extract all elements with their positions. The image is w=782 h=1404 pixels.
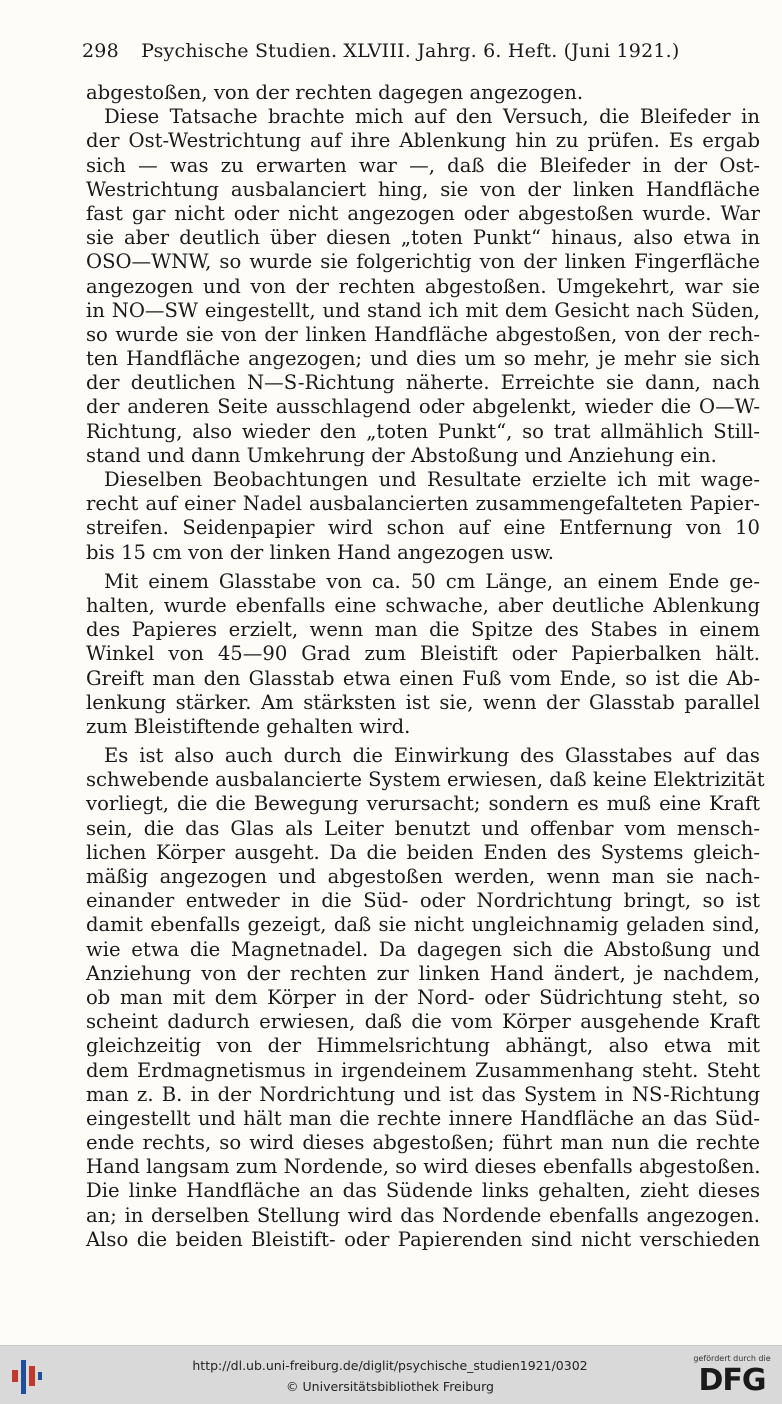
text-line: schwebende ausbalancierte System erwiesen, daß keine Elektrizität bbox=[86, 768, 765, 792]
text-line: sich — was zu erwarten war —, daß die Bleifeder in der Ost- bbox=[86, 153, 760, 177]
text-line: OSO—WNW, so wurde sie folgerichtig von der linken Fingerfläche bbox=[86, 250, 760, 274]
text-line: lichen Körper ausgeht. Da die beiden Enden des Systems gleich- bbox=[86, 840, 760, 864]
text-line: bis 15 cm von der linken Hand angezogen usw. bbox=[86, 540, 555, 564]
body-text bbox=[86, 81, 765, 1252]
text-line: halten, wurde ebenfalls eine schwache, aber deutliche Ablenkung bbox=[86, 593, 760, 617]
text-line: stand und dann Umkehrung der Abstoßung und Anziehung ein. bbox=[86, 443, 717, 467]
running-title: Psychische Studien. XLVIII. Jahrg. 6. Heft. (Juni 1921.) bbox=[141, 40, 680, 62]
text-line: der anderen Seite ausschlagend oder abgelenkt, wieder die O—W- bbox=[86, 395, 760, 419]
dfg-logo: DFG bbox=[698, 1363, 766, 1398]
text-line: eingestellt und hält man die rechte innere Handfläche an das Süd- bbox=[86, 1106, 760, 1130]
text-line: sie aber deutlich über diesen „toten Punkt“ hinaus, also etwa in bbox=[86, 226, 760, 250]
text-line: Anziehung von der rechten zur linken Hand ändert, je nachdem, bbox=[86, 961, 760, 985]
text-line: Hand langsam zum Nordende, so wird dieses ebenfalls abgestoßen. bbox=[86, 1155, 761, 1179]
text-line: ten Handfläche angezogen; und dies um so mehr, je mehr sie sich bbox=[86, 347, 760, 371]
text-line: zum Bleistiftende gehalten wird. bbox=[86, 714, 411, 738]
text-line: Dieselben Beobachtungen und Resultate erzielte ich mit wage- bbox=[104, 468, 760, 491]
text-line: Also die beiden Bleistift- oder Papierenden sind nicht verschieden bbox=[86, 1227, 760, 1251]
text-line: mäßig angezogen und abgestoßen werden, wenn man sie nach- bbox=[86, 865, 760, 888]
text-line: an; in derselben Stellung wird das Nordende ebenfalls angezogen. bbox=[86, 1203, 760, 1227]
text-line: recht auf einer Nadel ausbalancierten zusammengefalteten Papier- bbox=[86, 492, 760, 516]
text-line: damit ebenfalls gezeigt, daß sie nicht ungleichnamig geladen sind, bbox=[86, 913, 760, 937]
text-line: der Ost-Westrichtung auf ihre Ablenkung hin zu prüfen. Es ergab bbox=[86, 129, 760, 153]
text-line: des Papieres erzielt, wenn man die Spitze des Stabes in einem bbox=[86, 618, 760, 642]
text-line: ob man mit dem Körper in der Nord- oder Südrichtung steht, so bbox=[86, 985, 760, 1009]
text-line: wie etwa die Magnetnadel. Da dagegen sich die Abstoßung und bbox=[86, 937, 760, 961]
footer-bar bbox=[0, 1345, 782, 1404]
text-line: abgestoßen, von der rechten dagegen angezogen. bbox=[86, 81, 584, 104]
text-line: gleichzeitig von der Himmelsrichtung abhängt, also etwa mit bbox=[86, 1034, 760, 1058]
permalink-url[interactable]: http://dl.ub.uni-freiburg.de/diglit/psychische_studien1921/0302 bbox=[192, 1358, 588, 1373]
text-line: Die linke Handfläche an das Südende links gehalten, zieht dieses bbox=[86, 1179, 760, 1203]
text-line: Diese Tatsache brachte mich auf den Versuch, die Bleifeder in bbox=[104, 105, 760, 129]
text-line: ende rechts, so wird dieses abgestoßen; führt man nun die rechte bbox=[86, 1131, 760, 1155]
text-line: in NO—SW eingestellt, und stand ich mit dem Gesicht nach Süden, bbox=[86, 298, 760, 322]
text-line: Winkel von 45—90 Grad zum Bleistift oder Papierbalken hält. bbox=[86, 642, 760, 666]
text-line: scheint dadurch erwiesen, daß die vom Körper ausgehende Kraft bbox=[86, 1010, 760, 1034]
text-line: Greift man den Glasstab etwa einen Fuß vom Ende, so ist die Ab- bbox=[86, 666, 760, 690]
text-line: lenkung stärker. Am stärksten ist sie, wenn der Glasstab parallel bbox=[86, 690, 760, 714]
copyright-notice: © Universitätsbibliothek Freiburg bbox=[286, 1379, 494, 1394]
text-line: Westrichtung ausbalanciert hing, sie von der linken Handfläche bbox=[86, 177, 760, 201]
text-line: so wurde sie von der linken Handfläche abgestoßen, von der rech- bbox=[86, 322, 760, 346]
text-line: einander entweder in die Süd- oder Nordrichtung bringt, so ist bbox=[86, 889, 760, 913]
text-line: vorliegt, die die Bewegung verursacht; sondern es muß eine Kraft bbox=[86, 792, 760, 816]
text-line: fast gar nicht oder nicht angezogen oder abgestoßen wurde. War bbox=[86, 201, 760, 225]
text-line: angezogen und von der rechten abgestoßen. Umgekehrt, war sie bbox=[86, 274, 760, 298]
text-line: man z. B. in der Nordrichtung und ist das System in NS-Richtung bbox=[86, 1082, 760, 1106]
text-line: Es ist also auch durch die Einwirkung des Glasstabes auf das bbox=[104, 744, 760, 768]
running-header bbox=[82, 40, 722, 62]
text-line: der deutlichen N—S-Richtung näherte. Erreichte sie dann, nach bbox=[86, 371, 760, 395]
text-line: dem Erdmagnetismus in irgendeinem Zusammenhang steht. Steht bbox=[86, 1058, 760, 1082]
funding-label: gefördert durch die bbox=[693, 1354, 771, 1363]
text-line: streifen. Seidenpapier wird schon auf eine Entfernung von 10 bbox=[86, 516, 760, 540]
text-line: Mit einem Glasstabe von ca. 50 cm Länge, an einem Ende ge- bbox=[104, 569, 760, 593]
page-number: 298 bbox=[82, 40, 119, 62]
library-logo-icon bbox=[12, 1356, 42, 1396]
text-line: Richtung, also wieder den „toten Punkt“, so trat allmählich Still- bbox=[86, 419, 760, 443]
text-line: sein, die das Glas als Leiter benutzt und offenbar vom mensch- bbox=[86, 816, 760, 840]
